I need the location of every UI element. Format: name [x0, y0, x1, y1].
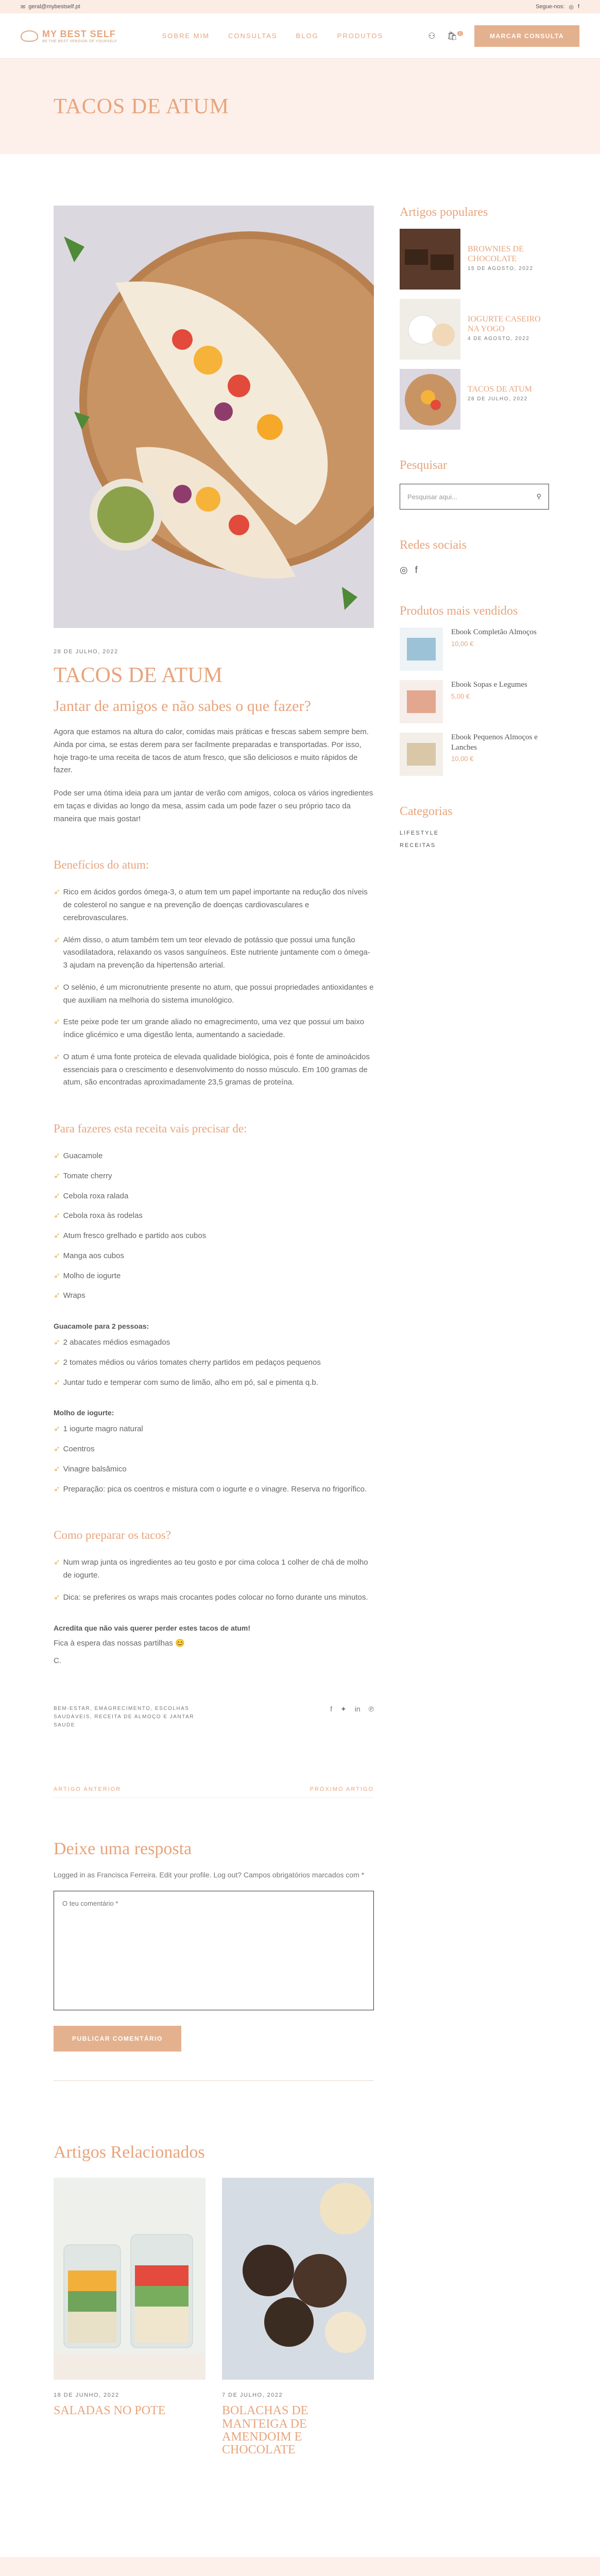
list-item-text: Num wrap junta os ingredientes ao teu gosto e por cima coloca 1 colher de chá de molho de iogurte. [63, 1558, 368, 1580]
twitter-share-icon[interactable]: ✦ [340, 1705, 347, 1713]
post-tags[interactable]: BEM-ESTAR, EMAGRECIMENTO, ESCOLHAS SAUDÁVEIS, RECEITA DE ALMOÇO E JANTAR SAUDE [54, 1706, 194, 1728]
cart-count: 0 [457, 31, 463, 36]
list-item-text: Rico em ácidos gordos ómega-3, o atum tem um papel importante na redução dos níveis de colesterol no sangue e na prevenção de doenças cardiovasculares e cerebrovasculares. [63, 888, 368, 922]
instagram-icon[interactable]: ◎ [400, 565, 408, 575]
list-item [54, 981, 374, 1007]
related-card[interactable] [222, 2178, 374, 2456]
list-item [54, 1170, 374, 1183]
nav-item-sobre-mim[interactable]: SOBRE MIM [162, 32, 210, 40]
leaf-icon: ➶ [54, 1484, 60, 1494]
facebook-icon[interactable]: f [577, 4, 579, 10]
related-title: Artigos Relacionados [54, 2143, 205, 2162]
leaf-icon: ➶ [54, 1358, 60, 1367]
leaf-icon: ➶ [54, 1211, 60, 1221]
sidebar [400, 206, 549, 2456]
preparation-list [54, 1556, 374, 1604]
list-item [54, 1377, 374, 1389]
benefits-heading: Benefícios do atum: [54, 858, 149, 872]
list-item-text: Atum fresco grelhado e partido aos cubos [63, 1231, 207, 1240]
list-item-text: Juntar tudo e temperar com sumo de limão, alho em pó, sal e pimenta q.b. [63, 1378, 318, 1387]
list-item [54, 1483, 374, 1496]
sidebar-socials [400, 565, 549, 575]
list-item-text: Este peixe pode ter um grande aliado no emagrecimento, uma vez que possui um baixo índice glicémico e uma digestão lenta, aumentando a saciedade. [63, 1018, 365, 1039]
categories-list [400, 827, 549, 852]
list-item-text: Guacamole [63, 1151, 103, 1160]
list-item [54, 1591, 374, 1604]
list-item-text: 2 tomates médios ou vários tomates cherry partidos em pedaços pequenos [63, 1358, 321, 1367]
share-icons [330, 1705, 374, 1714]
list-item [54, 1230, 374, 1243]
search-heading: Pesquisar [400, 459, 447, 472]
leaf-icon: ➶ [54, 1191, 60, 1200]
newsletter-footer [0, 2557, 600, 2576]
leaf-icon: ➶ [54, 1338, 60, 1347]
list-item [54, 1190, 374, 1203]
post-hero-image [54, 206, 374, 628]
list-item-text: Tomate cherry [63, 1171, 112, 1180]
popular-thumb-iogurte [400, 299, 460, 360]
header-actions [428, 25, 579, 47]
popular-item[interactable] [400, 229, 549, 290]
topbar-email-text: geral@mybestself.pt [28, 4, 80, 10]
category-receitas[interactable]: RECEITAS [400, 842, 436, 849]
topbar-email[interactable] [21, 4, 80, 10]
list-item [54, 1150, 374, 1163]
post-intro-2: Pode ser uma ótima ideia para um jantar de verão com amigos, coloca os vários ingredientes em taças e dividas ao longo da mesa, assim cada um pode fazer o seu próprio taco da maneira que mais gostar! [54, 789, 373, 823]
related-date: 7 DE JULHO, 2022 [222, 2392, 283, 2399]
product-price: 5,00 € [451, 692, 470, 700]
previous-post-link[interactable]: ARTIGO ANTERIOR [54, 1786, 122, 1792]
product-thumb [400, 680, 443, 723]
closing-heading: Acredita que não vais querer perder estes tacos de atum! [54, 1623, 251, 1632]
popular-heading: Artigos populares [400, 206, 488, 219]
site-header [0, 13, 600, 59]
leaf-icon: ➶ [54, 1291, 60, 1300]
list-item [54, 1210, 374, 1223]
leaf-icon: ➶ [54, 1464, 60, 1473]
popular-title: IOGURTE CASEIRO NA YOGO [468, 315, 541, 334]
page-title: TACOS DE ATUM [54, 94, 230, 118]
list-item-text: O atum é uma fonte proteica de elevada qualidade biológica, pois é fonte de aminoácidos essenciais para o crescimento e desenvolvimento do nosso músculo. Em 100 gramas de atum, são encontradas aproximadamente 23,5 gramas de proteína. [63, 1052, 370, 1087]
popular-title: BROWNIES DE CHOCOLATE [468, 245, 524, 264]
popular-date: 15 DE AGOSTO, 2022 [468, 266, 534, 272]
logo-mark-icon [21, 30, 38, 42]
list-item [54, 1336, 374, 1349]
logo-text: MY BEST SELF [42, 28, 116, 39]
list-item [54, 934, 374, 972]
logo[interactable] [21, 29, 117, 43]
post-subtitle: Jantar de amigos e não sabes o que fazer? [54, 698, 311, 715]
leaf-icon: ➶ [54, 1052, 60, 1061]
leaf-icon: ➶ [54, 982, 60, 992]
list-item-text: Preparação: pica os coentros e mistura com o iogurte e o vinagre. Reserva no frigorífico. [63, 1484, 367, 1494]
popular-title: TACOS DE ATUM [468, 385, 532, 394]
follow-label: Segue-nos: [536, 4, 565, 10]
post-date: 28 DE JULHO, 2022 [54, 649, 118, 655]
cart-icon[interactable]: 🛍 $^0$ [447, 31, 463, 41]
closing-signature: C. [54, 1656, 61, 1666]
content-layout [0, 154, 600, 2456]
product-price: 10,00 € [451, 755, 474, 762]
post-main [54, 206, 374, 2456]
pinterest-share-icon[interactable]: ℗ [368, 1705, 374, 1713]
post-meta-row [54, 1705, 374, 1730]
category-lifestyle[interactable]: LIFESTYLE [400, 830, 439, 836]
product-item[interactable] [400, 628, 549, 671]
linkedin-share-icon[interactable]: in [354, 1705, 361, 1713]
nav-item-consultas[interactable]: CONSULTAS [228, 32, 278, 40]
guacamole-list [54, 1336, 374, 1389]
list-item-text: Além disso, o atum também tem um teor elevado de potássio que possui uma função vasodilatadora, relaxando os vasos sanguíneos. Este nutriente juntamente com o ómega-3 ajudam na prevenção da hipertensão arterial. [63, 935, 370, 970]
list-item [54, 1443, 374, 1456]
leaf-icon: ➶ [54, 1425, 60, 1434]
divider [54, 2080, 374, 2081]
post-intro-1: Agora que estamos na altura do calor, comidas mais práticas e frescas sabem sempre bem. Ainda por cima, se estas derem para ser facilmente preparadas e transportadas. Por isso, hoje trago-te uma receita de tacos de atum fresco, que são deliciosos e muito rápidos de fazer. [54, 727, 369, 775]
post-title: TACOS DE ATUM [54, 664, 223, 687]
categories-heading: Categorias [400, 805, 453, 818]
yogurt-list [54, 1423, 374, 1496]
related-date: 18 DE JUNHO, 2022 [54, 2392, 119, 2399]
reply-title: Deixe uma resposta [54, 1839, 192, 1858]
logo-tagline: BE THE BEST VERSION OF YOURSELF [42, 39, 117, 43]
list-item [54, 1556, 374, 1582]
list-item [54, 1463, 374, 1476]
list-item [54, 1051, 374, 1089]
list-item [54, 1423, 374, 1436]
social-heading: Redes sociais [400, 538, 467, 552]
products-heading: Produtos mais vendidos [400, 604, 518, 618]
list-item [54, 1250, 374, 1263]
related-card[interactable] [54, 2178, 205, 2456]
product-name: Ebook Sopas e Legumes [451, 681, 527, 689]
related-posts [54, 2178, 374, 2456]
popular-date: 4 DE AGOSTO, 2022 [468, 336, 530, 342]
user-icon[interactable]: ⚇ [428, 31, 436, 41]
leaf-icon: ➶ [54, 1271, 60, 1280]
list-item-text: Cebola roxa ralada [63, 1191, 129, 1200]
mail-icon: ✉ [21, 4, 26, 10]
leaf-icon: ➶ [54, 1592, 60, 1602]
product-item[interactable] [400, 733, 549, 776]
product-name: Ebook Pequenos Almoços e Lanches [451, 733, 538, 752]
submit-comment-button[interactable]: PUBLICAR COMENTÁRIO [54, 2026, 181, 2052]
product-thumb [400, 628, 443, 671]
list-item [54, 1270, 374, 1283]
yogurt-heading: Molho de iogurte: [54, 1409, 114, 1417]
main-nav [162, 32, 384, 40]
page-title-band [0, 59, 600, 154]
top-bar [0, 0, 600, 13]
list-item-text: Molho de iogurte [63, 1271, 121, 1280]
nav-item-blog[interactable]: BLOG [296, 32, 319, 40]
popular-item[interactable] [400, 369, 549, 430]
preparation-heading: Como preparar os tacos? [54, 1529, 172, 1542]
product-price: 10,00 € [451, 639, 474, 648]
search-input[interactable]: Pesquisar aqui... [407, 493, 457, 501]
instagram-icon[interactable]: ◎ [569, 4, 574, 10]
list-item-text: Wraps [63, 1291, 85, 1300]
search-icon[interactable]: ⚲ [536, 493, 541, 500]
ingredients-list [54, 1150, 374, 1302]
related-post-title[interactable]: BOLACHAS DE MANTEIGA DE AMENDOIM E CHOCOLATE [222, 2404, 308, 2456]
popular-thumb-brownies [400, 229, 460, 290]
leaf-icon: ➶ [54, 888, 60, 897]
guacamole-heading: Guacamole para 2 pessoas: [54, 1322, 149, 1330]
topbar-social [536, 4, 579, 10]
list-item [54, 1357, 374, 1369]
related-image-saladas [54, 2178, 205, 2380]
leaf-icon: ➶ [54, 1171, 60, 1180]
leaf-icon: ➶ [54, 935, 60, 944]
closing-text: Fica à espera das nossas partilhas 😊 [54, 1638, 185, 1648]
facebook-share-icon[interactable]: f [330, 1705, 333, 1713]
related-post-title[interactable]: SALADAS NO POTE [54, 2404, 166, 2418]
post-navigation [54, 1786, 374, 1798]
nav-item-produtos[interactable]: PRODUTOS [337, 32, 384, 40]
related-image-bolachas [222, 2178, 374, 2380]
list-item-text: Coentros [63, 1445, 95, 1453]
list-item-text: Vinagre balsâmico [63, 1464, 127, 1473]
list-item [54, 1016, 374, 1042]
product-thumb [400, 733, 443, 776]
leaf-icon: ➶ [54, 1018, 60, 1027]
leaf-icon: ➶ [54, 1378, 60, 1387]
leaf-icon: ➶ [54, 1251, 60, 1260]
list-item [54, 1290, 374, 1302]
popular-thumb-tacos [400, 369, 460, 430]
list-item-text: Dica: se preferires os wraps mais crocantes podes colocar no forno durante uns minutos. [63, 1592, 368, 1602]
leaf-icon: ➶ [54, 1151, 60, 1160]
popular-item[interactable] [400, 299, 549, 360]
list-item-text: Cebola roxa às rodelas [63, 1211, 143, 1221]
leaf-icon: ➶ [54, 1231, 60, 1240]
facebook-icon[interactable]: f [415, 565, 418, 575]
popular-date: 28 DE JULHO, 2022 [468, 396, 528, 402]
leaf-icon: ➶ [54, 1558, 60, 1567]
list-item-text: 2 abacates médios esmagados [63, 1338, 170, 1347]
list-item-text: Manga aos cubos [63, 1251, 124, 1260]
list-item-text: 1 iogurte magro natural [63, 1425, 143, 1434]
logged-in-text: Logged in as Francisca Ferreira. Edit your profile. Log out? Campos obrigatórios marcados com * [54, 1871, 365, 1879]
book-consultation-button[interactable]: MARCAR CONSULTA [474, 25, 579, 47]
product-name: Ebook Completão Almoços [451, 628, 537, 636]
benefits-list [54, 886, 374, 1089]
list-item-text: O selénio, é um micronutriente presente no atum, que possui propriedades antioxidantes e que auxiliam na melhoria do sistema imunológico. [63, 982, 374, 1005]
comment-textarea[interactable]: O teu comentário * [54, 1891, 374, 2010]
next-post-link[interactable]: PRÓXIMO ARTIGO [310, 1786, 374, 1792]
product-item[interactable] [400, 680, 549, 723]
list-item [54, 886, 374, 924]
ingredients-heading: Para fazeres esta receita vais precisar de: [54, 1122, 247, 1135]
sidebar-search[interactable] [400, 484, 549, 510]
leaf-icon: ➶ [54, 1445, 60, 1453]
